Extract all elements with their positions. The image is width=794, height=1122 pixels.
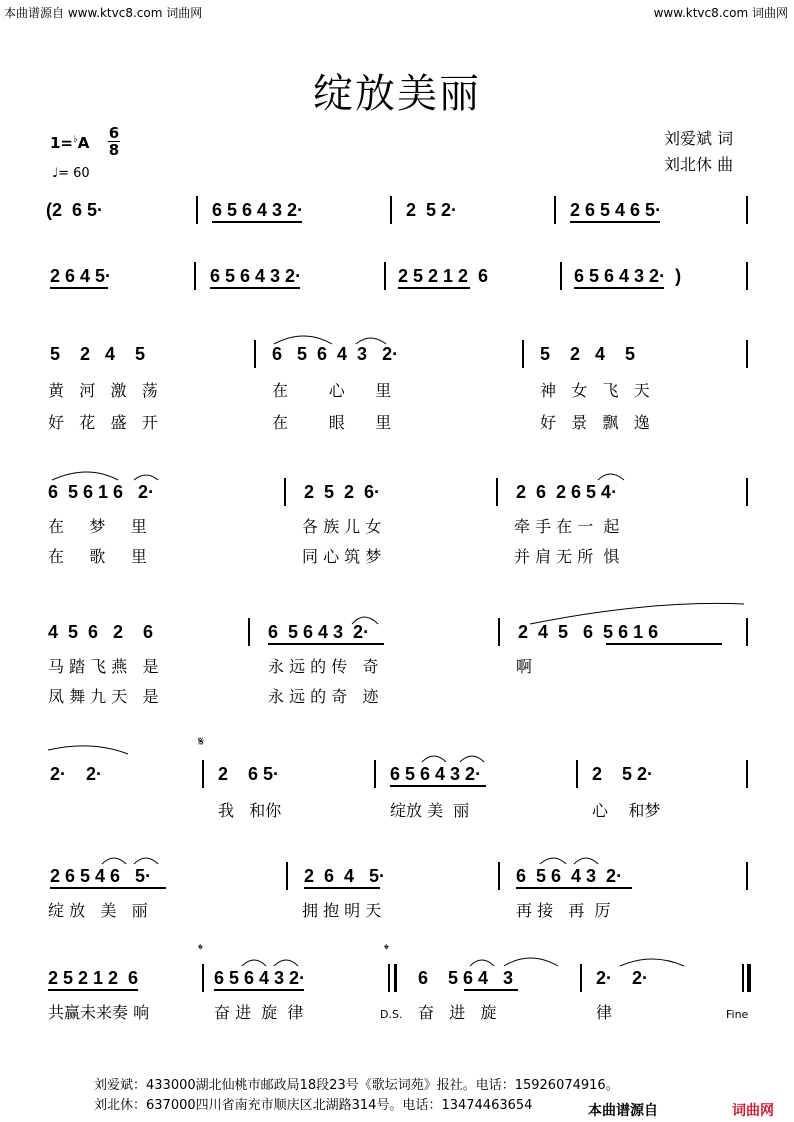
- lyric-line-1: 再 接 再 厉: [516, 901, 611, 920]
- lyric-line-2: 在 歌 里: [48, 547, 147, 566]
- tempo-marking: [52, 166, 90, 181]
- bar-line: [560, 262, 562, 290]
- measure-notes: 6 5 6 4 3: [418, 968, 514, 988]
- ds-marking: D.S.: [380, 1008, 403, 1021]
- lyric-line-2: 并 肩 无 所 惧: [514, 547, 620, 566]
- staff-row-1: [0, 196, 794, 226]
- lyric-line-1: 神 女 飞 天: [540, 381, 650, 400]
- measure-notes: 2 6 4 5·: [50, 266, 112, 286]
- footer-contact-lyricist: 刘爱斌：433000湖北仙桃市邮政局18段23号《歌坛词苑》报社。电话：15926074916。: [94, 1078, 619, 1093]
- measure-notes: 2· 2·: [596, 968, 649, 988]
- measure-notes: 6 5 6 1 6 2·: [48, 482, 155, 502]
- lyric-line-2: 永 远 的 奇 迹: [268, 687, 379, 706]
- beam-underline: [570, 221, 660, 223]
- quarter-note-icon: ♩: [52, 166, 59, 181]
- bar-line: [496, 478, 498, 506]
- measure-notes: 6 5 6 4 3 2·: [516, 866, 623, 886]
- tempo-value: = 60: [58, 166, 90, 181]
- bar-line: [746, 862, 748, 890]
- beam-underline: [516, 887, 632, 889]
- bar-line: [384, 262, 386, 290]
- bar-line: [374, 760, 376, 788]
- staff-row-2: [0, 262, 794, 292]
- measure-notes: 2 6 5 4 6 5·: [50, 866, 152, 886]
- lyric-line-1: 各 族 儿 女: [302, 517, 382, 536]
- lyric-line-2: 在 眼 里: [272, 413, 392, 432]
- double-bar-line: [394, 964, 397, 992]
- bar-line: [746, 262, 748, 290]
- bar-line: [746, 760, 748, 788]
- fine-marking: Fine: [726, 1008, 749, 1021]
- measure-notes: 6 5 6 4 3 2·: [390, 764, 482, 784]
- beam-underline: [304, 887, 380, 889]
- bar-line: [576, 760, 578, 788]
- lyric-line-1: 在 心 里: [272, 381, 392, 400]
- beam-underline: [464, 989, 518, 991]
- bar-line: [196, 196, 198, 224]
- measure-notes: 2 5 2 1 2 6: [48, 968, 139, 988]
- beam-underline: [210, 287, 300, 289]
- bar-line: [554, 196, 556, 224]
- measure-notes: 6 5 6 4 3 2· ): [574, 266, 682, 286]
- measure-notes: 2 6 5·: [218, 764, 280, 784]
- beam-underline: [398, 287, 470, 289]
- beam-underline: [606, 643, 722, 645]
- lyric-line-1: 律: [596, 1003, 613, 1022]
- measure-notes: 2· 2·: [50, 764, 103, 784]
- bar-line: [248, 618, 250, 646]
- slur-marks: [100, 850, 600, 866]
- bar-line: [746, 196, 748, 224]
- lyric-line-1: 绽放 美 丽: [390, 801, 470, 820]
- bar-line: [522, 340, 524, 368]
- measure-notes: 6 5 6 4 3 2·: [210, 266, 302, 286]
- lyric-line-1: 共赢未来奏 响: [48, 1003, 150, 1022]
- lyricist-credit: 刘爱斌 词: [664, 129, 734, 148]
- coda-sign: 𝄌: [384, 942, 389, 958]
- beam-underline: [390, 785, 486, 787]
- measure-notes: (2 6 5·: [46, 200, 104, 220]
- key-prefix: 1=: [50, 134, 74, 152]
- lyric-line-2: 好 花 盛 开: [48, 413, 158, 432]
- footer-contact-composer: 刘北休：637000四川省南充市顺庆区北湖路314号。电话：13474463654: [94, 1098, 533, 1113]
- lyric-line-1: 牵 手 在 一 起: [514, 517, 620, 536]
- lyric-line-1: 拥 抱 明 天: [302, 901, 382, 920]
- time-bottom: 8: [108, 141, 120, 159]
- staff-row-3: [0, 340, 794, 440]
- measure-notes: 6 5 6 4 3 2·: [214, 968, 306, 988]
- lyric-line-2: 好 景 飘 逸: [540, 413, 650, 432]
- staff-row-8: [0, 942, 794, 1034]
- tie-mark: [46, 742, 136, 758]
- header-source-right: www.ktvc8.com 词曲网: [653, 6, 788, 20]
- lyric-line-2: 同 心 筑 梦: [302, 547, 382, 566]
- bar-line: [390, 196, 392, 224]
- watermark-source: 本曲谱源自: [586, 1100, 660, 1120]
- slur-marks: [420, 748, 490, 764]
- measure-notes: 2 5 2·: [592, 764, 654, 784]
- measure-notes: 2 5 2 6·: [304, 482, 381, 502]
- staff-row-7: [0, 862, 794, 932]
- measure-notes: 5 2 4 5: [540, 344, 636, 364]
- key-signature: [50, 134, 89, 152]
- lyric-line-1: 啊: [516, 657, 533, 676]
- measure-notes: 2 5 2 1 2 6: [398, 266, 489, 286]
- bar-line: [746, 340, 748, 368]
- measure-notes: 6 5 6 4 3 2·: [268, 622, 370, 642]
- bar-line: [742, 964, 744, 992]
- measure-notes: 5 2 4 5: [50, 344, 146, 364]
- lyric-line-1: 我 和你: [218, 801, 282, 820]
- lyric-line-1: 奋 进 旋: [418, 1003, 497, 1022]
- beam-underline: [268, 643, 384, 645]
- bar-line: [746, 478, 748, 506]
- bar-line: [202, 964, 204, 992]
- flat-sign: ♭: [73, 134, 78, 145]
- measure-notes: 2 5 2·: [406, 200, 458, 220]
- bar-line: [202, 760, 204, 788]
- measure-notes: 6 5 6 4 3 2·: [212, 200, 304, 220]
- beam-underline: [574, 287, 664, 289]
- bar-line: [286, 862, 288, 890]
- segno-sign: 𝄋: [198, 734, 205, 750]
- lyric-line-1: 奋 进 旋 律: [214, 1003, 304, 1022]
- time-signature: [108, 125, 120, 158]
- staff-row-5: [0, 618, 794, 718]
- lyric-line-2: 凤 舞 九 天 是: [48, 687, 159, 706]
- slur-marks: [350, 602, 750, 626]
- bar-line: [388, 964, 390, 992]
- measure-notes: 2 4 5 6 5 6 1 6: [518, 622, 659, 642]
- lyric-line-1: 马 踏 飞 燕 是: [48, 657, 159, 676]
- lyric-line-1: 绽 放 美 丽: [48, 901, 148, 920]
- final-bar-line: [747, 964, 751, 992]
- composer-credit: 刘北休 曲: [664, 155, 734, 174]
- coda-sign: 𝄌: [198, 942, 203, 958]
- watermark-site-logo: 词曲网: [732, 1103, 774, 1119]
- bar-line: [580, 964, 582, 992]
- measure-notes: 6 5 6 4 3 2·: [272, 344, 399, 364]
- bar-line: [254, 340, 256, 368]
- slur-marks: [270, 328, 400, 346]
- lyric-line-1: 在 梦 里: [48, 517, 147, 536]
- lyric-line-1: 黄 河 激 荡: [48, 381, 158, 400]
- measure-notes: 2 6 5 4 6 5·: [570, 200, 662, 220]
- bar-line: [194, 262, 196, 290]
- staff-row-4: [0, 478, 794, 578]
- lyric-line-1: 永 远 的 传 奇: [268, 657, 379, 676]
- beam-underline: [50, 887, 166, 889]
- header-source-left: 本曲谱源自 www.ktvc8.com 词曲网: [4, 6, 203, 20]
- measure-notes: 2 6 2 6 5 4·: [516, 482, 618, 502]
- measure-notes: 4 5 6 2 6: [48, 622, 154, 642]
- slur-marks: [48, 464, 668, 482]
- staff-row-6: [0, 734, 794, 830]
- beam-underline: [214, 989, 304, 991]
- beam-underline: [212, 221, 302, 223]
- lyric-line-1: 心 和梦: [592, 801, 661, 820]
- bar-line: [284, 478, 286, 506]
- beam-underline: [50, 287, 108, 289]
- time-top: 6: [108, 124, 120, 142]
- measure-notes: 2 6 4 5·: [304, 866, 386, 886]
- bar-line: [498, 862, 500, 890]
- beam-underline: [48, 989, 138, 991]
- page-title: 绽放美丽: [313, 71, 481, 117]
- slur-marks: [240, 952, 700, 968]
- key-note: A: [77, 134, 90, 152]
